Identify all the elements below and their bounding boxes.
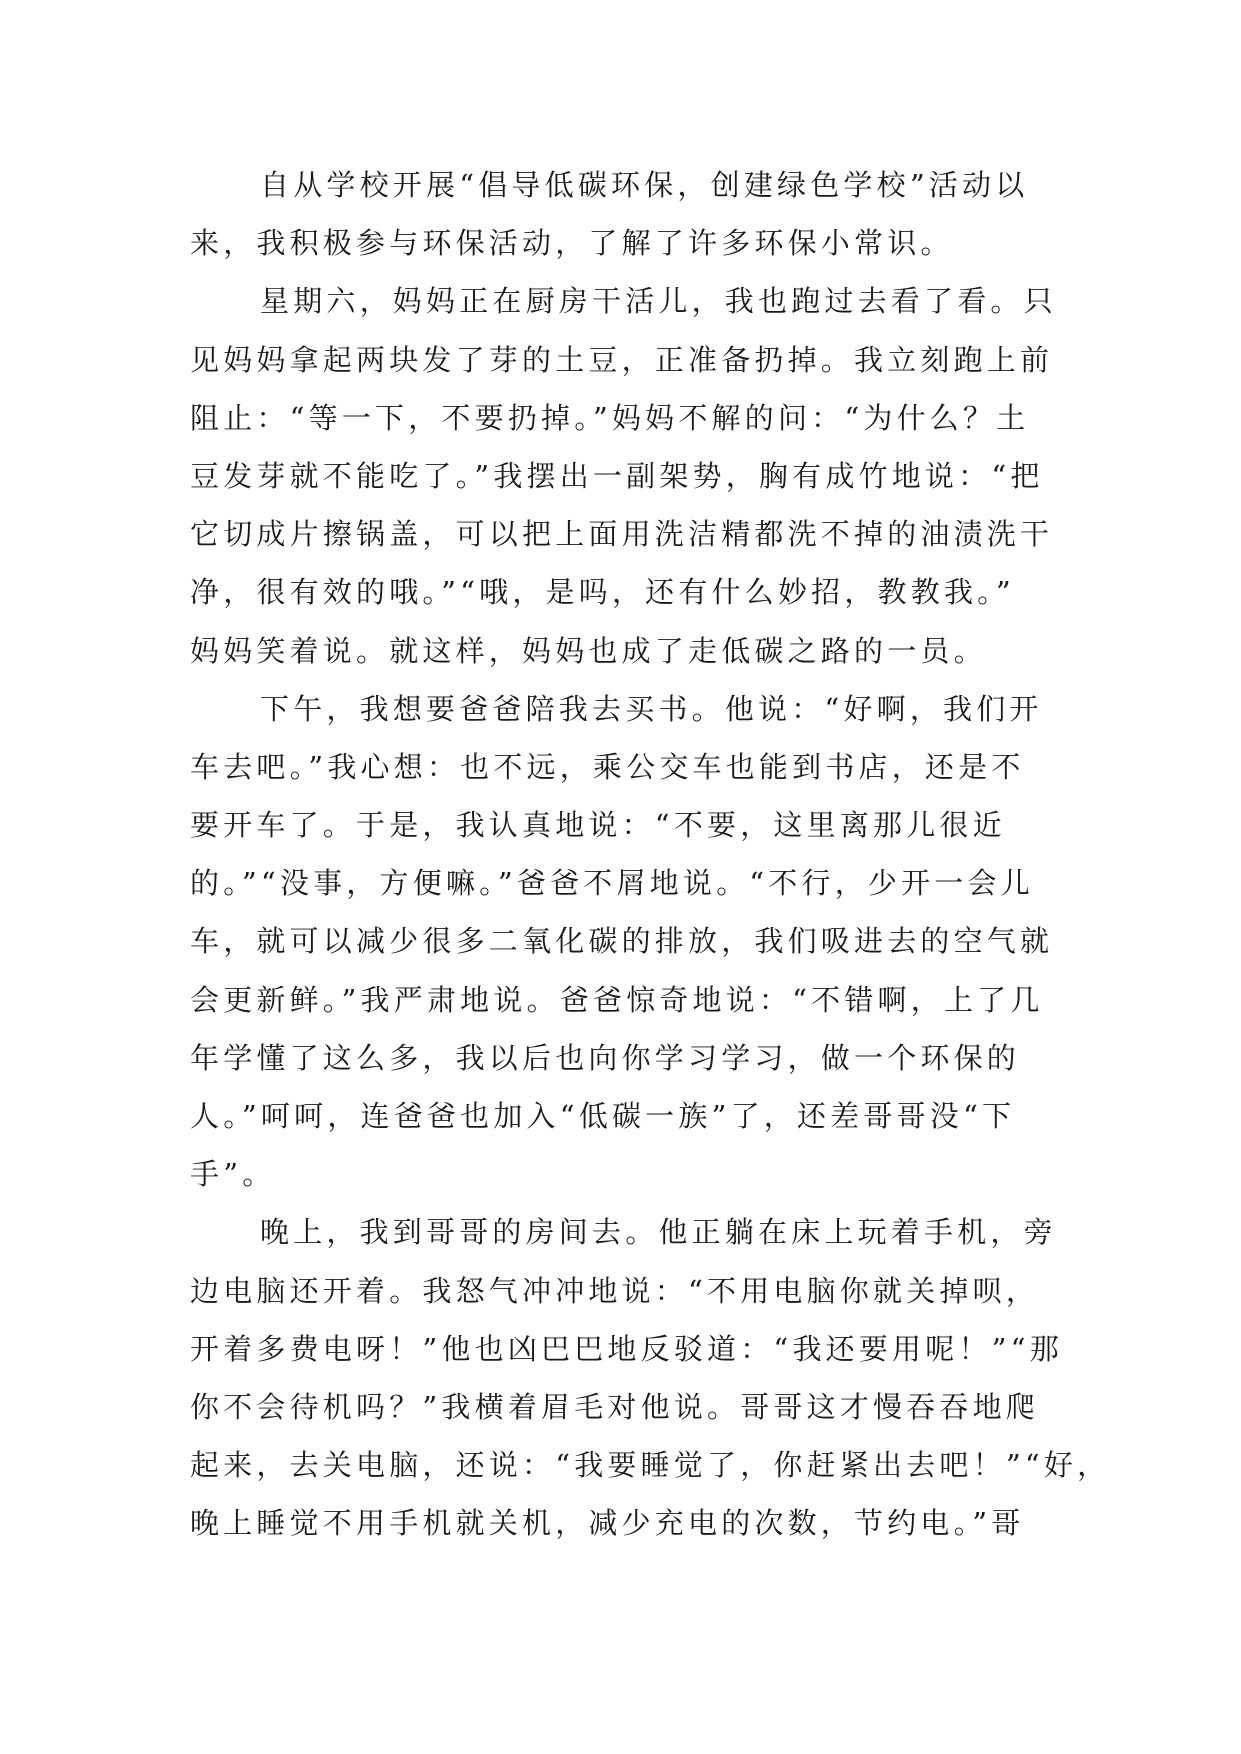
essay-body <box>190 156 1111 1553</box>
text-line: 阻止：“等一下，不要扔掉。”妈妈不解的问：“为什么？土 <box>190 400 1030 435</box>
text-line: 来，我积极参与环保活动，了解了许多环保小常识。 <box>190 226 954 261</box>
paragraph-2 <box>190 272 1070 679</box>
text-line: 它切成片擦锅盖，可以把上面用洗洁精都洗不掉的油渍洗干 <box>190 517 1054 552</box>
text-line: 人。”呵呵，连爸爸也加入“低碳一族”了，还差哥哥没“下 <box>190 1099 1016 1133</box>
text-line: 开着多费电呀！”他也凶巴巴地反驳道：“我还要用呢！”“那 <box>190 1331 1063 1366</box>
paragraph-3 <box>190 680 1070 1204</box>
paragraph-1 <box>190 156 1070 272</box>
text-line: 妈妈笑着说。就这样，妈妈也成了走低碳之路的一员。 <box>190 633 987 668</box>
text-line: 车去吧。”我心想：也不远，乘公交车也能到书店，还是不 <box>190 749 1025 784</box>
text-line: 见妈妈拿起两块发了芽的土豆，正准备扔掉。我立刻跑上前 <box>190 342 1054 377</box>
text-line: 会更新鲜。”我严肃地说。爸爸惊奇地说：“不错啊，上了几 <box>190 982 1044 1017</box>
text-line: 边电脑还开着。我怒气冲冲地说：“不用电脑你就关掉呗， <box>190 1273 1040 1308</box>
text-line: 晚上，我到哥哥的房间去。他正躺在床上玩着手机，旁 <box>260 1215 1057 1250</box>
text-line: 起来，去关电脑，还说：“我要睡觉了，你赶紧出去吧！”“好， <box>190 1448 1111 1483</box>
text-line: 下午，我想要爸爸陪我去买书。他说：“好啊，我们开 <box>260 691 1043 726</box>
text-line: 手”。 <box>190 1157 276 1192</box>
text-line: 自从学校开展“倡导低碳环保，创建绿色学校”活动以 <box>260 168 1029 202</box>
text-line: 你不会待机吗？”我横着眉毛对他说。哥哥这才慢吞吞地爬 <box>190 1389 1040 1424</box>
text-line: 豆发芽就不能吃了。”我摆出一副架势，胸有成竹地说：“把 <box>190 458 1044 493</box>
text-line: 要开车了。于是，我认真地说：“不要，这里离那儿很近 <box>190 808 1006 843</box>
text-line: 的。”“没事，方便嘛。”爸爸不屑地说。“不行，少开一会儿 <box>190 866 1034 901</box>
text-line: 年学懂了这么多，我以后也向你学习学习，做一个环保的 <box>190 1040 1021 1075</box>
text-line: 净，很有效的哦。”“哦，是吗，还有什么妙招，教教我。” <box>190 575 1015 610</box>
paragraph-4 <box>190 1203 1111 1552</box>
text-line: 星期六，妈妈正在厨房干活儿，我也跑过去看了看。只 <box>260 284 1057 319</box>
text-line: 车，就可以减少很多二氧化碳的排放，我们吸进去的空气就 <box>190 924 1054 959</box>
text-line: 晚上睡觉不用手机就关机，减少充电的次数，节约电。”哥 <box>190 1506 1025 1541</box>
